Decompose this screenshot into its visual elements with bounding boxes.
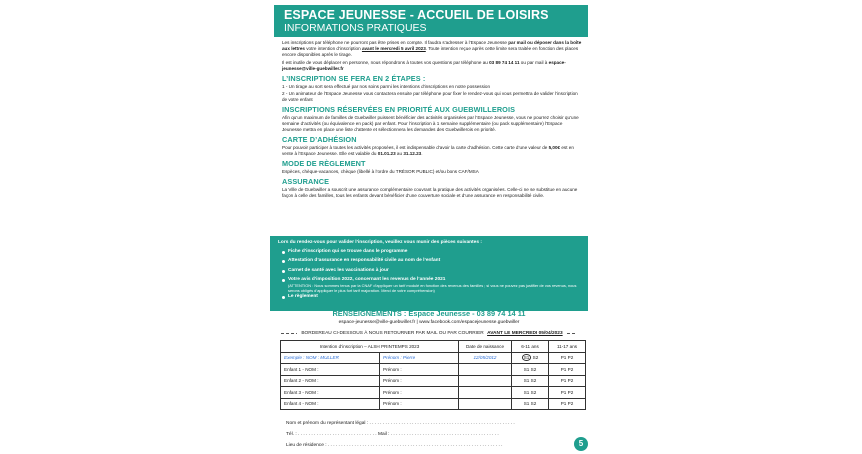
etapes-heading: L’INSCRIPTION SE FERA EN 2 ÉTAPES : [282, 74, 426, 84]
reglement-text: Espèces, chèque-vacances, chèque (libellé à l’ordre du TRÉSOR PUBLIC) et/ou bons CAF/MSA [282, 169, 479, 175]
etapes-step-1: 1 - Un tirage au sort sera effectué par nos soins parmi les intentions d’inscriptions en notre possession [282, 84, 491, 90]
renseignements-title: RENSEIGNEMENTS : Espace Jeunesse - 03 89 74 14 11 [332, 309, 526, 318]
pieces-intro: Lors du rendez-vous pour valider l’inscription, veuillez vous munir des pièces suivantes : [278, 240, 482, 245]
child-11-17-choice[interactable]: P1 P2 [549, 364, 586, 376]
child-name-field[interactable]: Enfant 2 - NOM : [281, 375, 380, 387]
child-date-field[interactable] [459, 398, 512, 410]
example-date: 12/05/2012 [459, 352, 512, 364]
carte-heading: CARTE D’ADHÉSION [282, 135, 357, 145]
child-6-11-choice[interactable]: S1 S2 [512, 375, 549, 387]
example-name: Exemple : NOM : MULLER [281, 352, 380, 364]
carte-text: Pour pouvoir participer à toutes les activités proposées, il est indispensable d’avoir la carte d’adhésion. Cette carte d’une valeur de 5,00€ est en vente à l’Espace Jeunesse. Elle est valable du 01.01.23 au 31.12.23. [282, 145, 574, 157]
table-row [281, 387, 586, 399]
pieces-note: (ATTENTION : Nous sommes tenus par la CNAF d’appliquer un tarif modulé en fonction des revenus des familles ; si vous ne pouvez pas justifier de vos revenus, nous serons obligés d’appliquer le plus fort tarif majoration. Merci de votre compréhension) [288, 283, 577, 294]
list-item: Le règlement [288, 294, 580, 300]
child-name-field[interactable]: Enfant 1 - NOM : [281, 364, 380, 376]
reglement-heading: MODE DE RÈGLEMENT [282, 159, 366, 169]
priorite-text: Afin qu’un maximum de familles de Guebwiller puissent bénéficier des activités organisées par l’Espace Jeunesse, vous ne pourrez choisir qu’une semaine d’activités (ou équivalence en pack) par enfant. Pour l’inscription à 1 semaine supplémentaire (ou pack supplémentaire) l’Espace Jeunesse mettra en place une liste d’attente et sélectionnera les demandes des Guebwillerois en priorité. [282, 114, 579, 132]
table-row [281, 375, 586, 387]
child-name-field[interactable]: Enfant 3 - NOM : [281, 387, 380, 399]
assurance-text: La Ville de Guebwiller a souscrit une assurance complémentaire couvrant la pratique des activités organisées. Celle-ci ne se substitue en aucune façon à celle des familles, tous les enfants devant bénéficier d’une couverture sociale et d’une assurance en responsabilité civile. [282, 187, 578, 199]
inscription-form-table [280, 340, 586, 410]
info-content [282, 40, 582, 202]
bordereau-instruction: BORDEREAU CI-DESSOUS À NOUS RETOURNER PAR MAIL OU PAR COURRIER AVANT LE MERCREDI 05/04/2023 [272, 330, 590, 337]
tel-mail-field[interactable]: Tél. : . . . . . . . . . . . . . . . . . . . . . . . . . . . . . . Mail : . . . . . . . . . . . . . . . . . . . . . . . . . . . . . . . . . . . . . . . . . [286, 432, 499, 437]
child-11-17-choice[interactable]: P1 P2 [549, 398, 586, 410]
page-subtitle: INFORMATIONS PRATIQUES [284, 22, 427, 34]
table-row [281, 398, 586, 410]
child-prenom-field[interactable]: Prénom : [380, 398, 459, 410]
example-11-17: P1 P2 [549, 352, 586, 364]
priorite-heading: INSCRIPTIONS RÉSERVÉES EN PRIORITÉ AUX GUEBWILLEROIS [282, 104, 516, 114]
intro-paragraph-2: Il est inutile de vous déplacer en personne, nous répondrons à toutes vos questions par téléphone au 03 89 74 14 11 ou par mail à espace-jeunesse@ville-guebwiller.fr [282, 60, 566, 72]
list-item: Carnet de santé avec les vaccinations à jour [288, 268, 580, 274]
child-6-11-choice[interactable]: S1 S2 [512, 398, 549, 410]
representative-field[interactable]: Nom et prénom du représentant légal : . . . . . . . . . . . . . . . . . . . . . . . . . . . . . . . . . . . . . . . . . . . . . . . . . . . . . . . [286, 421, 515, 426]
list-item: Fiche d’inscription qui se trouve dans le programme [288, 249, 580, 255]
child-date-field[interactable] [459, 375, 512, 387]
col-header-11-17: 11-17 ans [549, 341, 586, 353]
renseignements-contact: espace-jeunesse@ville-guebwiller.fr | www.facebook.com/espacejeunesse.guebwiller [338, 320, 520, 325]
child-6-11-choice[interactable]: S1 S2 [512, 387, 549, 399]
table-row [281, 364, 586, 376]
child-prenom-field[interactable]: Prénom : [380, 364, 459, 376]
page-title: ESPACE JEUNESSE - ACCUEIL DE LOISIRS [284, 8, 549, 22]
assurance-heading: ASSURANCE [282, 177, 330, 187]
child-date-field[interactable] [459, 387, 512, 399]
example-prenom: Prénom : Pierre [380, 352, 459, 364]
table-header-row [281, 341, 586, 353]
residence-field[interactable]: Lieu de résidence : . . . . . . . . . . . . . . . . . . . . . . . . . . . . . . . . . . . . . . . . . . . . . . . . . . . . . . . . . . . . . . . . . . [286, 443, 503, 448]
etapes-step-2: 2 - Un animateur de l’Espace Jeunesse vous contactera ensuite par téléphone pour fixer le rendez-vous qui vous permettra de valider l’inscription de votre enfant [282, 90, 578, 102]
contact-email[interactable]: espace-jeunesse@ville-guebwiller.fr [282, 60, 566, 72]
col-header-intention: Intention d’inscription – ALSH PRINTEMPS 2023 [281, 341, 459, 353]
child-name-field[interactable]: Enfant 4 - NOM : [281, 398, 380, 410]
pieces-list [278, 249, 580, 300]
page-number: 5 [574, 437, 588, 451]
col-header-date: Date de naissance [459, 341, 512, 353]
child-11-17-choice[interactable]: P1 P2 [549, 387, 586, 399]
child-11-17-choice[interactable]: P1 P2 [549, 375, 586, 387]
child-date-field[interactable] [459, 364, 512, 376]
circled-choice: S1 [523, 355, 530, 361]
example-6-11: S1 S2 [512, 352, 549, 364]
page-header [274, 5, 588, 37]
child-prenom-field[interactable]: Prénom : [380, 375, 459, 387]
child-prenom-field[interactable]: Prénom : [380, 387, 459, 399]
table-row-example [281, 352, 586, 364]
col-header-6-11: 6-11 ans [512, 341, 549, 353]
child-6-11-choice[interactable]: S1 S2 [512, 364, 549, 376]
list-item: Attestation d’assurance en responsabilité civile au nom de l’enfant [288, 258, 580, 264]
pieces-box [270, 236, 588, 311]
list-item: Votre avis d’imposition 2022, concernant les revenus de l’année 2021 (ATTENTION : Nous sommes tenus par la CNAF d’appliquer un tarif modulé en fonction des revenus des familles ; si vous ne pouvez pas justifier de vos revenus, nous serons obligés d’appliquer le plus fort tarif majoration. Merci de votre compréhension) [288, 277, 580, 293]
intro-paragraph-1: Les inscriptions par téléphone ne pourront pas être prises en compte. Il faudra s’adresser à l’Espace Jeunesse par mail ou déposer dans la boîte aux lettres votre intention d’inscription avant le mercredi 5 avril 2023. Toute intention reçue après cette limite sera traitée en fonction des places encore disponibles après le tirage. [282, 40, 582, 58]
renseignements [270, 309, 588, 326]
